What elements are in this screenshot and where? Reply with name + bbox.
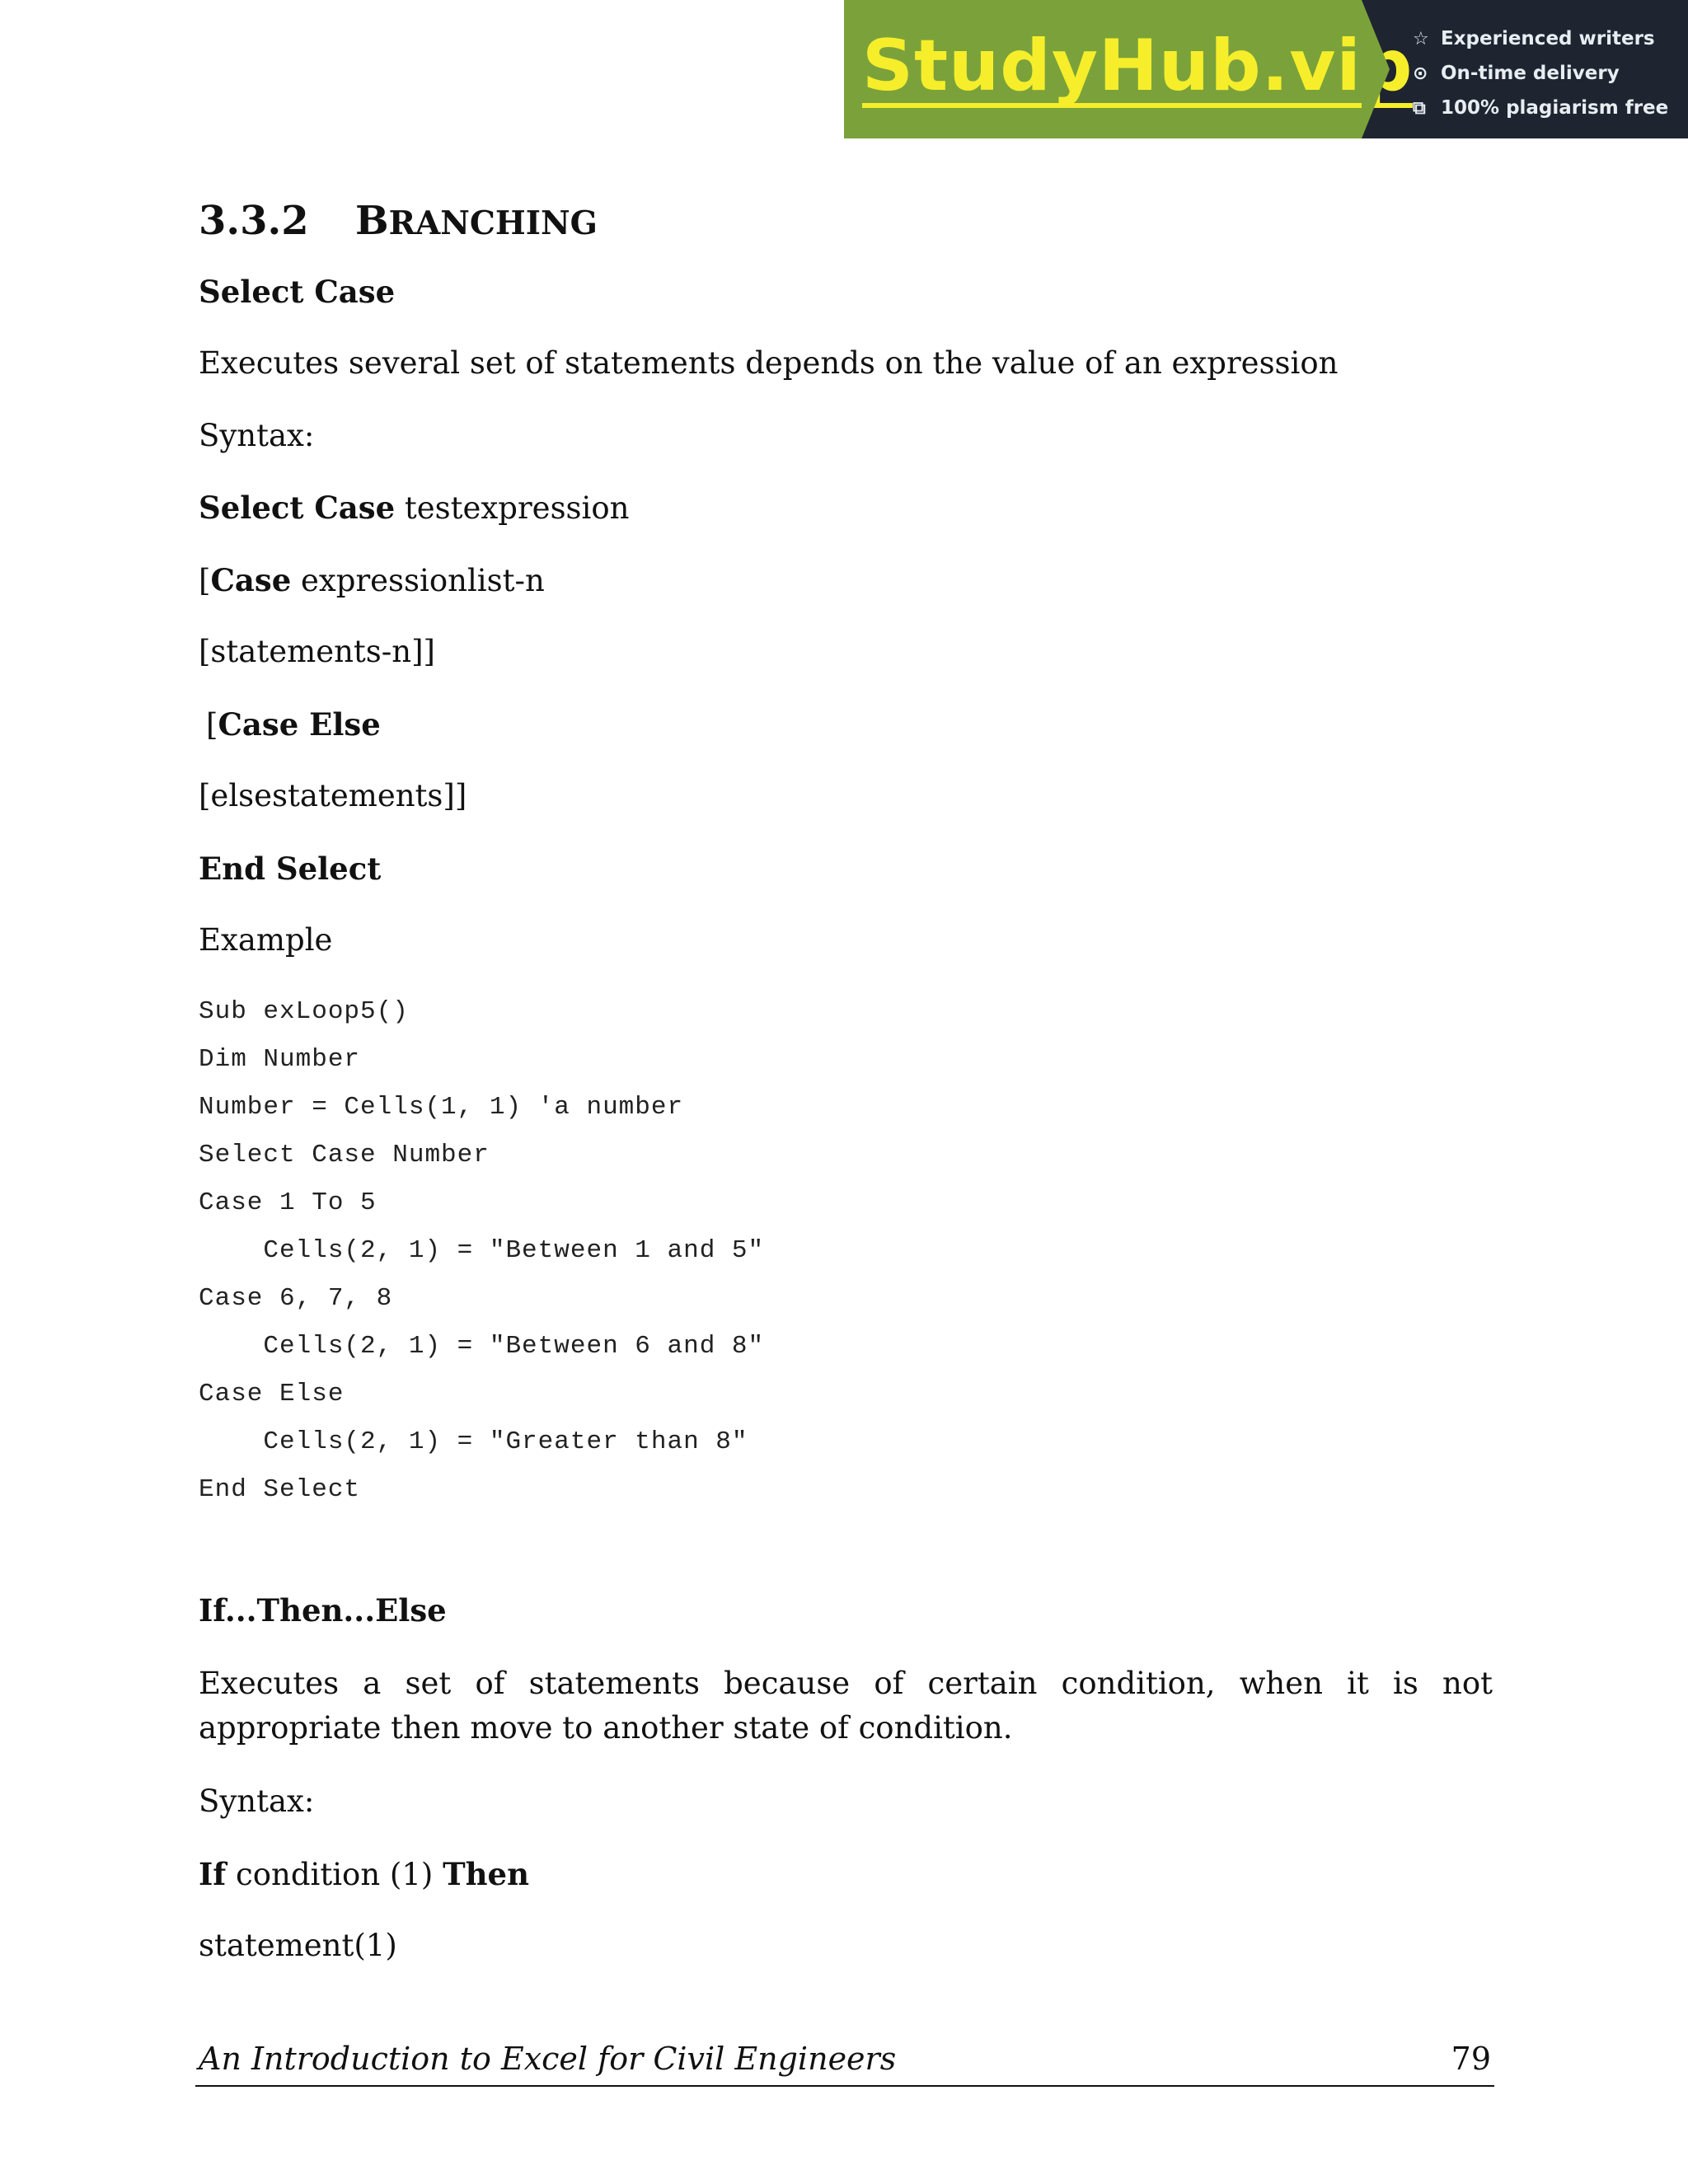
code-line: Case 1 To 5 — [199, 1188, 377, 1217]
page-number: 79 — [1451, 2041, 1491, 2077]
if-then-else-heading: If...Then...Else — [199, 1592, 447, 1629]
syntax-keyword: Select Case — [199, 490, 396, 526]
section-heading — [199, 198, 598, 244]
perk-text: On-time delivery — [1441, 63, 1620, 84]
code-line: Cells(2, 1) = "Greater than 8" — [199, 1427, 748, 1456]
syntax-line-6: End Select — [199, 851, 382, 887]
syntax-line-4 — [206, 706, 381, 743]
code-line: Case 6, 7, 8 — [199, 1284, 393, 1313]
code-line: Sub exLoop5() — [199, 997, 409, 1026]
syntax-keyword: Case — [210, 562, 292, 598]
code-line: Case Else — [199, 1380, 345, 1408]
brand-logo: StudyHub.vip — [862, 25, 1414, 107]
star-icon: ☆ — [1413, 28, 1429, 49]
select-case-syntax-label: Syntax: — [199, 418, 315, 453]
if-then-else-description: Executes a set of statements because of certain condition, when it is not appropriate then move to another state of condition. — [199, 1666, 1493, 1746]
syntax-bracket: [ — [199, 563, 211, 598]
perk-text: 100% plagiarism free — [1441, 97, 1669, 119]
if-syntax-line-2: statement(1) — [199, 1928, 397, 1963]
code-line: Dim Number — [199, 1045, 361, 1074]
copy-icon: ⧉ — [1413, 97, 1426, 119]
code-line: Number = Cells(1, 1) 'a number — [199, 1093, 684, 1122]
if-syntax-line-1 — [199, 1856, 529, 1893]
syntax-line-2 — [199, 562, 545, 599]
syntax-keyword: If — [199, 1856, 227, 1892]
select-case-heading: Select Case — [199, 274, 396, 310]
section-title-rest: RANCHING — [388, 204, 598, 242]
perk-plagiarism-free — [1413, 91, 1688, 125]
syntax-line-5: [elsestatements]] — [199, 778, 467, 813]
section-number: 3.3.2 — [199, 198, 309, 244]
syntax-bracket: [ — [206, 707, 218, 743]
code-line: Cells(2, 1) = "Between 6 and 8" — [199, 1332, 765, 1361]
code-line: End Select — [199, 1475, 361, 1504]
syntax-text: expressionlist-n — [291, 563, 545, 598]
syntax-line-3: [statements-n]] — [199, 634, 435, 669]
code-line: Select Case Number — [199, 1141, 490, 1169]
footer-title: An Introduction to Excel for Civil Engineers — [199, 2041, 897, 2077]
code-line: Cells(2, 1) = "Between 1 and 5" — [199, 1236, 765, 1265]
syntax-keyword: Case Else — [218, 706, 381, 743]
section-title-initial: B — [355, 198, 389, 244]
if-syntax-label: Syntax: — [199, 1783, 315, 1819]
syntax-keyword: Then — [443, 1856, 529, 1892]
perk-on-time-delivery — [1413, 56, 1688, 91]
select-case-description: Executes several set of statements depends on the value of an expression — [199, 345, 1339, 381]
clock-icon: ⊙ — [1413, 63, 1428, 84]
example-label: Example — [199, 922, 333, 958]
studyhub-banner[interactable] — [844, 0, 1688, 138]
syntax-text: testexpression — [395, 490, 630, 526]
perk-text: Experienced writers — [1441, 28, 1655, 49]
syntax-text: condition (1) — [226, 1857, 443, 1892]
perk-experienced-writers — [1413, 21, 1688, 56]
page-footer — [195, 2041, 1494, 2087]
banner-brand-area — [844, 0, 1414, 138]
syntax-line-1 — [199, 490, 630, 527]
